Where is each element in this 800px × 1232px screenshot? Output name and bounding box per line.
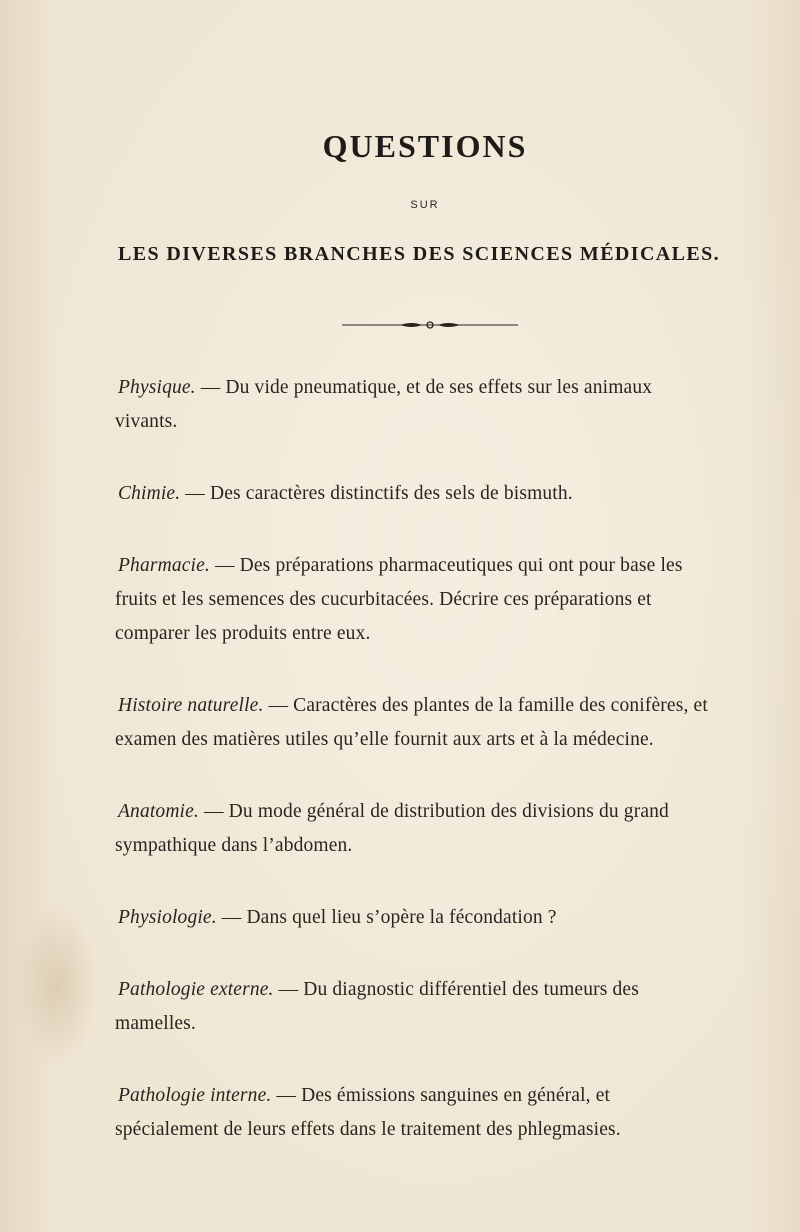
question-pathologie-interne bbox=[115, 1079, 715, 1147]
question-label: Physique. bbox=[118, 377, 196, 398]
question-pharmacie bbox=[115, 549, 715, 651]
question-text: — Du vide pneumatique, et de ses effets sur les animaux vivants. bbox=[115, 377, 653, 432]
question-label: Physiologie. bbox=[118, 907, 217, 928]
question-list bbox=[115, 371, 715, 1185]
paper-stain bbox=[18, 900, 98, 1070]
question-histoire-naturelle bbox=[115, 689, 715, 757]
question-text: — Caractères des plantes de la famille des conifères, et examen des matières utiles qu’elle fournit aux arts et à la médecine. bbox=[115, 695, 708, 750]
question-text: — Du mode général de distribution des divisions du grand sympathique dans l’abdomen. bbox=[115, 801, 669, 856]
question-text: — Des caractères distinctifs des sels de bismuth. bbox=[180, 483, 573, 504]
question-physique bbox=[115, 371, 715, 439]
question-label: Anatomie. bbox=[118, 801, 199, 822]
ornamental-divider bbox=[342, 315, 518, 335]
question-label: Pathologie externe. bbox=[118, 979, 274, 1000]
question-anatomie bbox=[115, 795, 715, 863]
question-label: Pharmacie. bbox=[118, 555, 210, 576]
question-pathologie-externe bbox=[115, 973, 715, 1041]
question-text: — Dans quel lieu s’opère la fécondation ? bbox=[216, 907, 557, 928]
question-text: — Du diagnostic différentiel des tumeurs des mamelles. bbox=[115, 979, 639, 1034]
question-chimie bbox=[115, 477, 715, 511]
question-label: Histoire naturelle. bbox=[118, 695, 264, 716]
question-label: Pathologie interne. bbox=[118, 1085, 272, 1106]
page-subtitle: LES DIVERSES BRANCHES DES SCIENCES MÉDICALES. bbox=[118, 243, 721, 265]
question-text: — Des émissions sanguines en général, et spécialement de leurs effets dans le traitement des phlegmasies. bbox=[115, 1085, 621, 1140]
question-label: Chimie. bbox=[118, 483, 181, 504]
question-physiologie bbox=[115, 901, 715, 935]
title-connector: SUR bbox=[410, 199, 440, 211]
page-title: QUESTIONS bbox=[322, 128, 528, 164]
question-text: — Des préparations pharmaceutiques qui ont pour base les fruits et les semences des cucurbitacées. Décrire ces préparations et comparer les produits entre eux. bbox=[115, 555, 683, 644]
